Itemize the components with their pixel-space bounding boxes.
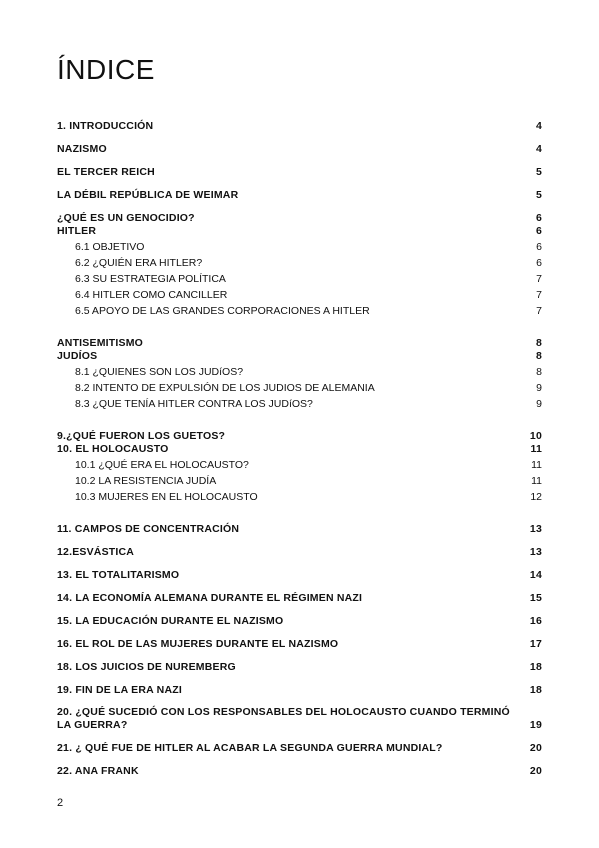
toc-subentry-page: 9 [536, 382, 542, 394]
toc-entry[interactable] [57, 559, 542, 582]
toc-subentry[interactable] [57, 489, 542, 505]
toc-entry-label: 20. ¿QUÉ SUCEDIÓ CON LOS RESPONSABLES DEL HOLOCAUSTO CUANDO TERMINÓ LA GUERRA? [57, 706, 510, 731]
toc-subentry[interactable] [57, 364, 542, 380]
toc-subentry[interactable] [57, 457, 542, 473]
toc-entry-page: 19 [529, 719, 542, 731]
toc-entry[interactable] [57, 732, 542, 755]
toc-subentry[interactable] [57, 473, 542, 489]
toc-entry-label: NAZISMO [57, 143, 107, 155]
toc-entry[interactable] [57, 133, 542, 156]
toc-subentry[interactable] [57, 255, 542, 271]
toc-entry[interactable] [57, 202, 542, 225]
toc-entry-label: ¿QUÉ ES UN GENOCIDIO? [57, 212, 195, 224]
toc-entry[interactable] [57, 327, 542, 350]
toc-entry-label: JUDÍOS [57, 350, 98, 362]
toc-subentry-page: 6 [536, 257, 542, 269]
toc-subentry-page: 7 [536, 305, 542, 317]
toc-entry[interactable] [57, 110, 542, 133]
toc-subentry-page: 7 [536, 289, 542, 301]
toc-subentry-label: 10.2 LA RESISTENCIA JUDÍA [75, 475, 217, 487]
toc-entry[interactable] [57, 582, 542, 605]
toc-entry-page: 4 [535, 120, 542, 132]
toc-subentry-page: 6 [536, 241, 542, 253]
toc-entry-page: 8 [535, 337, 542, 349]
toc-entry[interactable] [57, 420, 542, 443]
toc-entry-page: 5 [535, 166, 542, 178]
toc-entry-label: 12.ESVÁSTICA [57, 546, 135, 558]
toc-entry-label: 18. LOS JUICIOS DE NUREMBERG [57, 661, 236, 673]
toc-entry[interactable] [57, 443, 542, 456]
toc-entry-label: 19. FIN DE LA ERA NAZI [57, 684, 182, 696]
toc-subentry[interactable] [57, 287, 542, 303]
toc-subentry-page: 7 [536, 273, 542, 285]
toc-entry-page: 14 [529, 569, 542, 581]
toc-entry-page: 13 [529, 523, 542, 535]
page-number: 2 [57, 797, 64, 809]
toc-entry-page: 10 [529, 430, 542, 442]
toc-entry[interactable] [57, 755, 542, 778]
toc-entry-page: 6 [535, 225, 542, 237]
toc-subentry[interactable] [57, 396, 542, 412]
toc-subentry-label: 10.1 ¿QUÉ ERA EL HOLOCAUSTO? [75, 459, 249, 471]
toc-entry-label: LA DÉBIL REPÚBLICA DE WEIMAR [57, 189, 239, 201]
toc-entry-page: 4 [535, 143, 542, 155]
toc-entry-label: 16. EL ROL DE LAS MUJERES DURANTE EL NAZISMO [57, 638, 339, 650]
toc-entry-page: 20 [529, 742, 542, 754]
toc-entry[interactable] [57, 697, 542, 732]
toc-entry[interactable] [57, 651, 542, 674]
toc-entry[interactable] [57, 179, 542, 202]
toc-entry[interactable] [57, 225, 542, 238]
toc-entry-label: HITLER [57, 225, 97, 237]
toc-entry-label: 9.¿QUÉ FUERON LOS GUETOS? [57, 430, 226, 442]
toc-entry-page: 13 [529, 546, 542, 558]
toc-entry-label: 22. ANA FRANK [57, 765, 139, 777]
toc-entry[interactable] [57, 536, 542, 559]
toc-entry-label: 21. ¿ QUÉ FUE DE HITLER AL ACABAR LA SEGUNDA GUERRA MUNDIAL? [57, 742, 443, 754]
toc-subentry[interactable] [57, 380, 542, 396]
toc-subentry-label: 8.1 ¿QUIENES SON LOS JUDíOS? [75, 366, 244, 378]
toc-entry-label: 14. LA ECONOMÍA ALEMANA DURANTE EL RÉGIMEN NAZI [57, 592, 363, 604]
toc-entry-label: EL TERCER REICH [57, 166, 155, 178]
toc-subentry[interactable] [57, 271, 542, 287]
table-of-contents [57, 110, 542, 778]
toc-subentry-label: 10.3 MUJERES EN EL HOLOCAUSTO [75, 491, 258, 503]
toc-entry-label: 13. EL TOTALITARISMO [57, 569, 180, 581]
toc-entry-page: 18 [529, 684, 542, 696]
toc-subentry-label: 8.2 INTENTO DE EXPULSIÓN DE LOS JUDIOS DE ALEMANIA [75, 382, 375, 394]
toc-entry-page: 20 [529, 765, 542, 777]
toc-entry-page: 16 [529, 615, 542, 627]
toc-entry-label: 10. EL HOLOCAUSTO [57, 443, 169, 455]
toc-entry[interactable] [57, 605, 542, 628]
toc-entry-label: 11. CAMPOS DE CONCENTRACIÓN [57, 523, 240, 535]
toc-entry[interactable] [57, 156, 542, 179]
toc-subentry[interactable] [57, 303, 542, 319]
toc-entry-label: ANTISEMITISMO [57, 337, 144, 349]
toc-subentry-page: 11 [531, 475, 542, 487]
toc-subentry-label: 8.3 ¿QUE TENÍA HITLER CONTRA LOS JUDíOS? [75, 398, 313, 410]
toc-subentry-label: 6.3 SU ESTRATEGIA POLÍTICA [75, 273, 226, 285]
toc-subentry-page: 12 [530, 491, 542, 503]
toc-entry[interactable] [57, 513, 542, 536]
toc-entry[interactable] [57, 628, 542, 651]
toc-entry[interactable] [57, 350, 542, 363]
toc-entry-label: 15. LA EDUCACIÓN DURANTE EL NAZISMO [57, 615, 284, 627]
toc-entry-page: 11 [530, 443, 542, 455]
toc-entry-page: 5 [535, 189, 542, 201]
page-title: ÍNDICE [57, 54, 155, 85]
toc-subentry-page: 9 [536, 398, 542, 410]
toc-subentry-label: 6.4 HITLER COMO CANCILLER [75, 289, 228, 301]
toc-subentry-label: 6.1 OBJETIVO [75, 241, 145, 253]
toc-subentry-label: 6.2 ¿QUIÉN ERA HITLER? [75, 257, 203, 269]
toc-entry[interactable] [57, 674, 542, 697]
toc-entry-page: 15 [529, 592, 542, 604]
toc-subentry-page: 11 [531, 459, 542, 471]
toc-subentry[interactable] [57, 239, 542, 255]
toc-entry-page: 6 [535, 212, 542, 224]
toc-entry-page: 17 [529, 638, 542, 650]
toc-subentry-label: 6.5 APOYO DE LAS GRANDES CORPORACIONES A HITLER [75, 305, 370, 317]
toc-subentry-page: 8 [536, 366, 542, 378]
toc-entry-label: 1. INTRODUCCIÓN [57, 120, 154, 132]
toc-entry-page: 18 [529, 661, 542, 673]
toc-entry-page: 8 [535, 350, 542, 362]
